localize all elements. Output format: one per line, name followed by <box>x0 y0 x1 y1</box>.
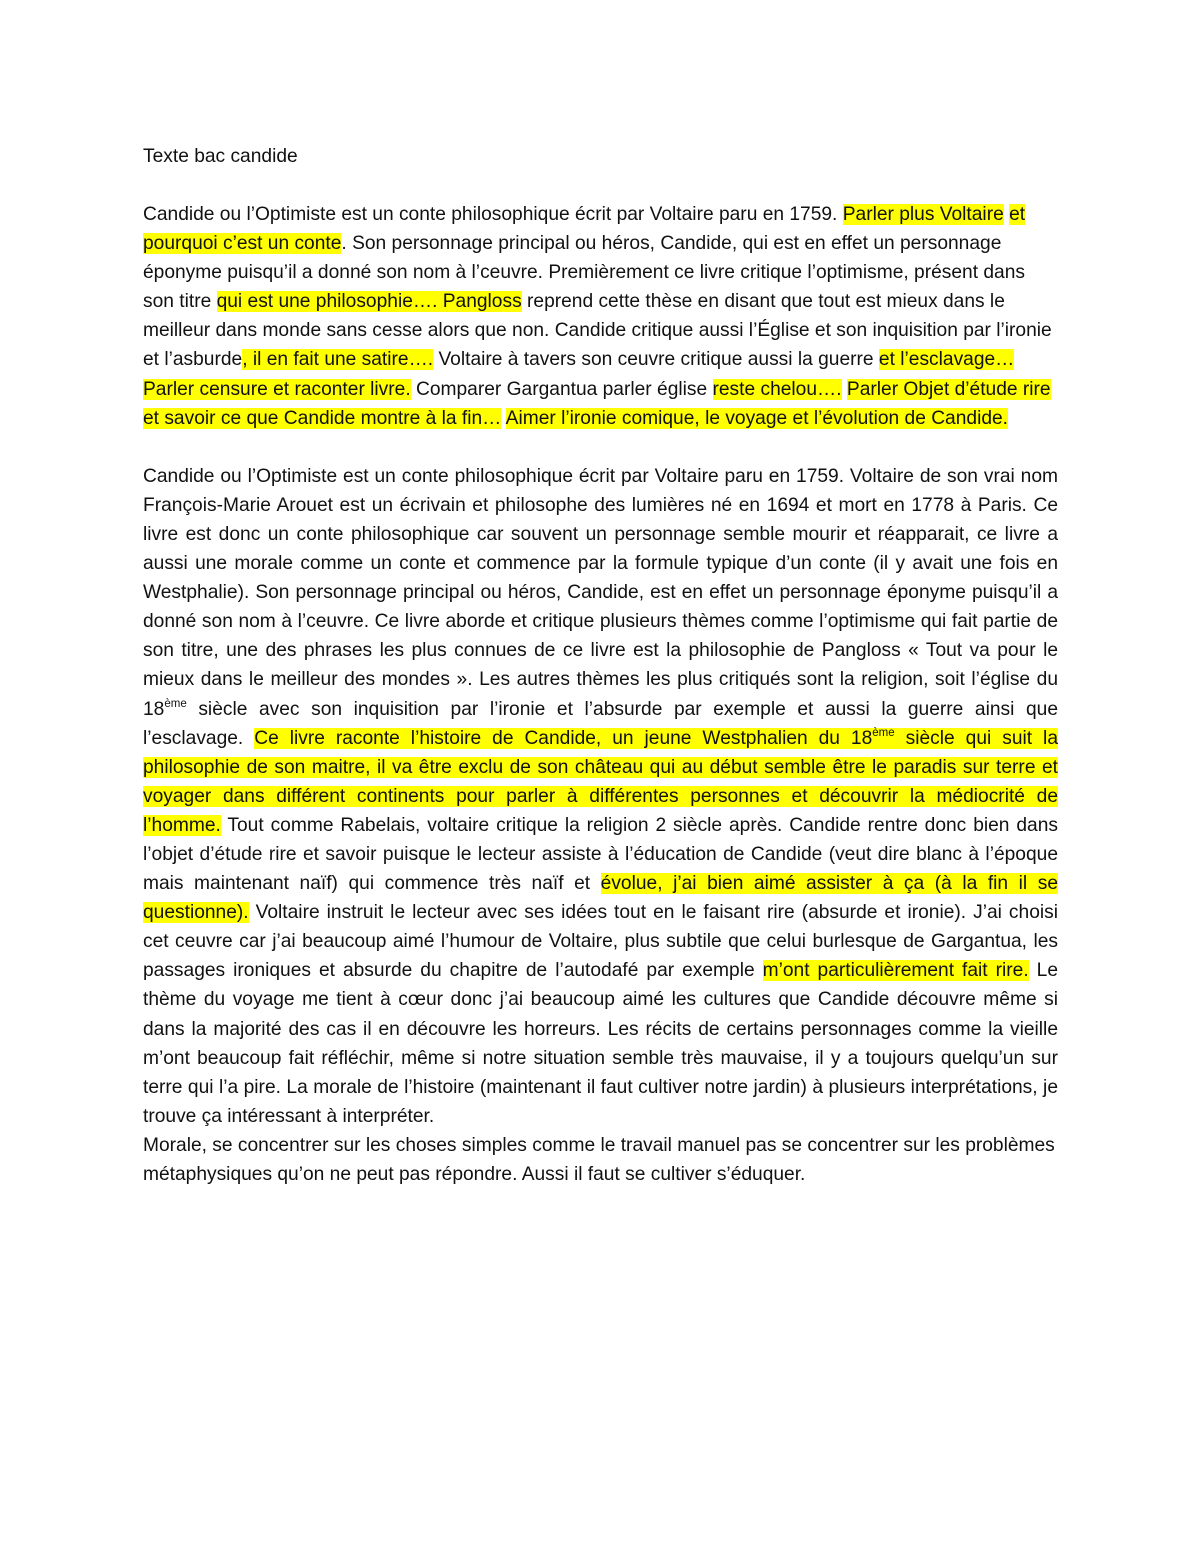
text-run: siècle avec son inquisition par l’ironie et l’absurde par exemple et aussi la guerre ainsi que l’esclavage. <box>143 698 1058 749</box>
highlighted-text: Parler censure et raconter livre. <box>143 378 411 400</box>
superscript: ème <box>872 726 895 739</box>
text-run: Le thème du voyage me tient à cœur donc j’ai beaucoup aimé les cultures que Candide découvre même si dans la majorité des cas il en découvre les horreurs. Les récits de certains personnages comme la vieille m’ont beaucoup fait réfléchir, même si notre situation semble très mauvaise, il y a toujours quelqu’un sur terre qui l’a pire. La morale de l’histoire (maintenant il faut cultiver notre jardin) à plusieurs interprétations, je trouve ça intéressant à interpréter. <box>143 960 1058 1127</box>
highlighted-text: et pourquoi c’est un conte <box>143 204 1026 255</box>
highlighted-text: Aimer l’ironie comique, le voyage et l’évolution de Candide. <box>505 407 1009 429</box>
document-page <box>143 142 1058 1189</box>
text-run: Voltaire instruit le lecteur avec ses idées tout en le faisant rire (absurde et ironie). J’ai choisi cet ceuvre car j’ai beaucoup aimé l’humour de Voltaire, plus subtile que celui burlesque de Gargantua, les passages ironiques et absurde du chapitre de l’autodafé par exemple <box>143 902 1058 982</box>
superscript: ème <box>164 697 187 710</box>
text-run: Morale, se concentrer sur les choses simples comme le travail manuel pas se concentrer sur les problèmes métaphysiques qu’on ne peut pas répondre. Aussi il faut se cultiver s’éduquer. <box>143 1134 1055 1185</box>
text-run: Comparer Gargantua parler église <box>410 378 713 400</box>
document-title: Texte bac candide <box>143 146 298 167</box>
highlighted-text: évolue, j’ai bien aimé assister à ça (à la fin il se questionne). <box>143 873 1058 924</box>
text-run: . Son personnage principal ou héros, Candide, qui est en effet un personnage éponyme puisqu’il a donné son nom à l’ceuvre. Premièrement ce livre critique l’optimisme, présent dans son titre <box>143 233 1025 313</box>
highlighted-text: et l’esclavage… <box>878 349 1015 371</box>
text-run: reprend cette thèse en disant que tout est mieux dans le meilleur dans monde sans cesse alors que non. Candide critique aussi l’Église et son inquisition par l’ironie et l’asburde <box>143 291 1052 371</box>
paragraph-essay <box>143 462 1058 1131</box>
highlighted-text: Ce livre raconte l’histoire de Candide, un jeune Westphalien du 18 <box>254 727 873 749</box>
highlighted-text: , il en fait une satire…. <box>242 349 434 371</box>
highlighted-text: Parler plus Voltaire <box>842 204 1004 225</box>
highlighted-text: m’ont particulièrement fait rire. <box>762 960 1029 982</box>
text-run <box>501 408 505 429</box>
paragraph-morale <box>143 1131 1058 1189</box>
highlighted-text: siècle qui suit la philosophie de son maitre, il va être exclu de son château qui au début semble être le paradis sur terre et voyager dans différent continents pour parler à différentes personnes et découvrir la médiocrité de l’homme. <box>143 727 1058 836</box>
text-run: Voltaire à tavers son ceuvre critique aussi la guerre <box>433 349 879 371</box>
paragraph-notes <box>143 200 1058 433</box>
text-run: Candide ou l’Optimiste est un conte philosophique écrit par Voltaire paru en 1759. <box>143 204 843 225</box>
highlighted-text: reste chelou…. <box>712 378 842 400</box>
text-run: Candide ou l’Optimiste est un conte philosophique écrit par Voltaire paru en 1759. Voltaire de son vrai nom François-Marie Arouet est un écrivain et philosophe des lumières né en 1694 et mort en 1778 à Paris. Ce livre est donc un conte philosophique car souvent un personnage semble mourir et réapparait, ce livre a aussi une morale comme un conte et commence par la formule typique d’un conte (il y avait une fois en Westphalie). Son personnage principal ou héros, Candide, est en effet un personnage éponyme puisqu’il a donné son nom à l’ceuvre. Ce livre aborde et critique plusieurs thèmes comme l’optimisme qui fait partie de son titre, une des phrases les plus connues de ce livre est la philosophie de Pangloss « Tout va pour le mieux dans le meilleur des mondes ». Les autres thèmes les plus critiqués sont la religion, soit l’église du 18 <box>143 465 1058 720</box>
highlighted-text: Parler Objet d’étude rire et savoir ce que Candide montre à la fin… <box>143 378 1051 429</box>
highlighted-text: qui est une philosophie…. Pangloss <box>216 291 522 313</box>
highlighted-text <box>872 728 894 749</box>
text-run: Tout comme Rabelais, voltaire critique la religion 2 siècle après. Candide rentre donc bien dans l’objet d’étude rire et savoir puisque le lecteur assiste à l’éducation de Candide (veut dire blanc à l’époque mais maintenant naïf) qui commence très naïf et <box>143 814 1058 895</box>
text-run <box>164 699 186 720</box>
